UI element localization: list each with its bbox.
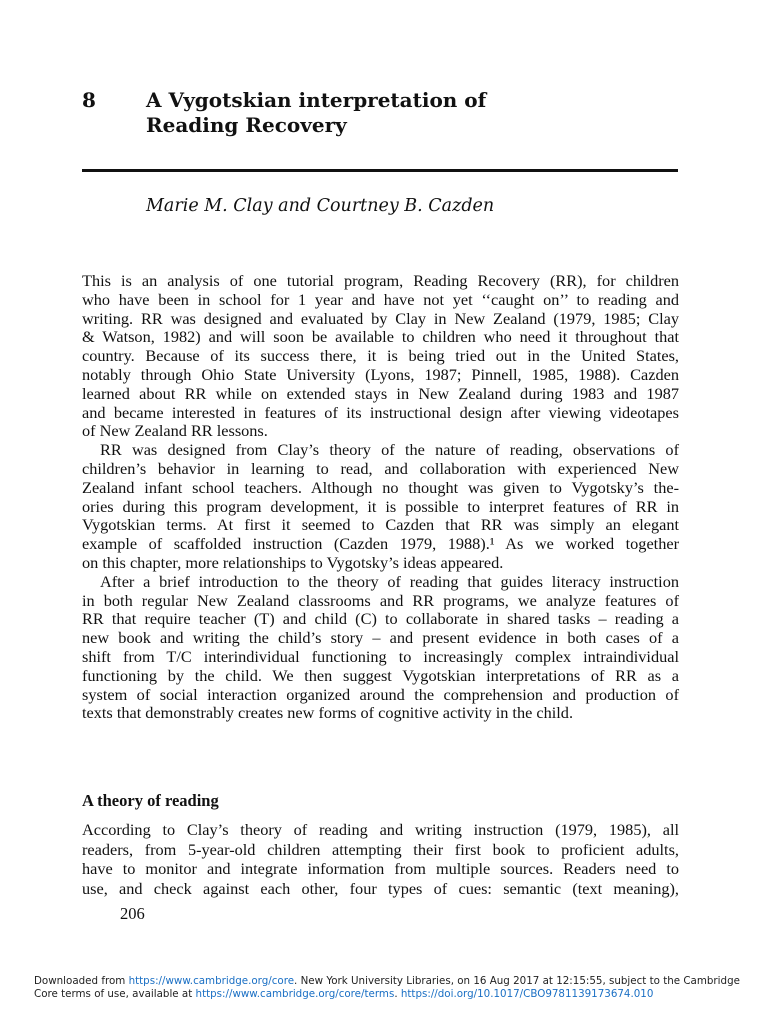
text-line: readers, from 5-year-old children attempting their first book to proficient adults, [82,839,679,859]
chapter-title-line: Reading Recovery [146,113,347,137]
chapter-authors: Marie M. Clay and Courtney B. Cazden [146,196,495,216]
footer-text: . [394,988,401,1000]
text-line: in both regular New Zealand classrooms and RR programs, we analyze features of [82,590,679,610]
paragraph [82,820,679,899]
text-line: system of social interaction organized around the comprehension and production of [82,684,679,704]
cambridge-core-link[interactable]: https://www.cambridge.org/core [128,975,295,987]
text-line: country. Because of its success there, it is being tried out in the United States, [82,346,679,366]
chapter-title [146,88,486,138]
footer-text: . New York University Libraries, on 16 Aug 2017 at 12:15:55, subject to the Cambridge [294,975,740,987]
page-number: 206 [120,904,145,923]
text-line: According to Clay’s theory of reading and writing instruction (1979, 1985), all [82,820,679,839]
chapter-number: 8 [82,88,96,112]
text-line: and became interested in features of its instructional design after viewing videotapes [82,402,679,422]
text-line: This is an analysis of one tutorial program, Reading Recovery (RR), for children [82,271,679,290]
text-line: & Watson, 1982) and will soon be available to children who need it throughout that [82,327,679,347]
text-line: of New Zealand RR lessons. [82,421,268,441]
text-line: who have been in school for 1 year and have not yet ‘‘caught on’’ to reading and [82,289,679,309]
intro-text [82,272,679,723]
paragraph [82,441,679,573]
text-line: Zealand infant school teachers. Although no thought was given to Vygotsky’s the- [82,477,679,497]
text-line: on this chapter, more relationships to Vygotsky’s ideas appeared. [82,552,504,572]
text-line: texts that demonstrably creates new forms of cognitive activity in the child. [82,703,574,723]
download-footer [34,975,740,1001]
footer-text: Downloaded from [34,975,129,987]
doi-link[interactable]: https://doi.org/10.1017/CBO9781139173674.010 [400,988,654,1000]
section-text [82,820,679,899]
text-line: Vygotskian terms. At first it seemed to Cazden that RR was simply an elegant [82,515,679,535]
text-line: After a brief introduction to the theory of reading that guides literacy instruction [100,571,679,591]
title-rule [82,169,678,172]
text-line: RR was designed from Clay’s theory of the nature of reading, observations of [100,440,679,460]
chapter-title-line: A Vygotskian interpretation of [146,88,487,112]
text-line: use, and check against each other, four types of cues: semantic (text meaning), [82,879,679,899]
footer-text: Core terms of use, available at [34,988,196,1000]
terms-link[interactable]: https://www.cambridge.org/core/terms [195,988,395,1000]
text-line: ories during this program development, it is possible to interpret features of RR in [82,496,679,516]
text-line: learned about RR while on extended stays in New Zealand during 1983 and 1987 [82,383,679,403]
section-heading: A theory of reading [82,791,219,810]
text-line: writing. RR was designed and evaluated by Clay in New Zealand (1979, 1985; Clay [82,308,679,328]
paragraph [82,272,679,441]
paragraph [82,573,679,723]
text-line: notably through Ohio State University (Lyons, 1987; Pinnell, 1985, 1988). Cazden [82,364,679,384]
text-line: have to monitor and integrate information from multiple sources. Readers need to [82,859,679,879]
text-line: children’s behavior in learning to read, and collaboration with experienced New [82,458,679,478]
text-line: RR that require teacher (T) and child (C) to collaborate in shared tasks – reading a [82,609,679,629]
text-line: functioning by the child. We then suggest Vygotskian interpretations of RR as a [82,665,679,685]
text-line: shift from T/C interindividual functioning to increasingly complex intraindividual [82,646,679,666]
text-line: new book and writing the child’s story – and present evidence in both cases of a [82,628,679,648]
text-line: example of scaffolded instruction (Cazden 1979, 1988).¹ As we worked together [82,534,679,554]
